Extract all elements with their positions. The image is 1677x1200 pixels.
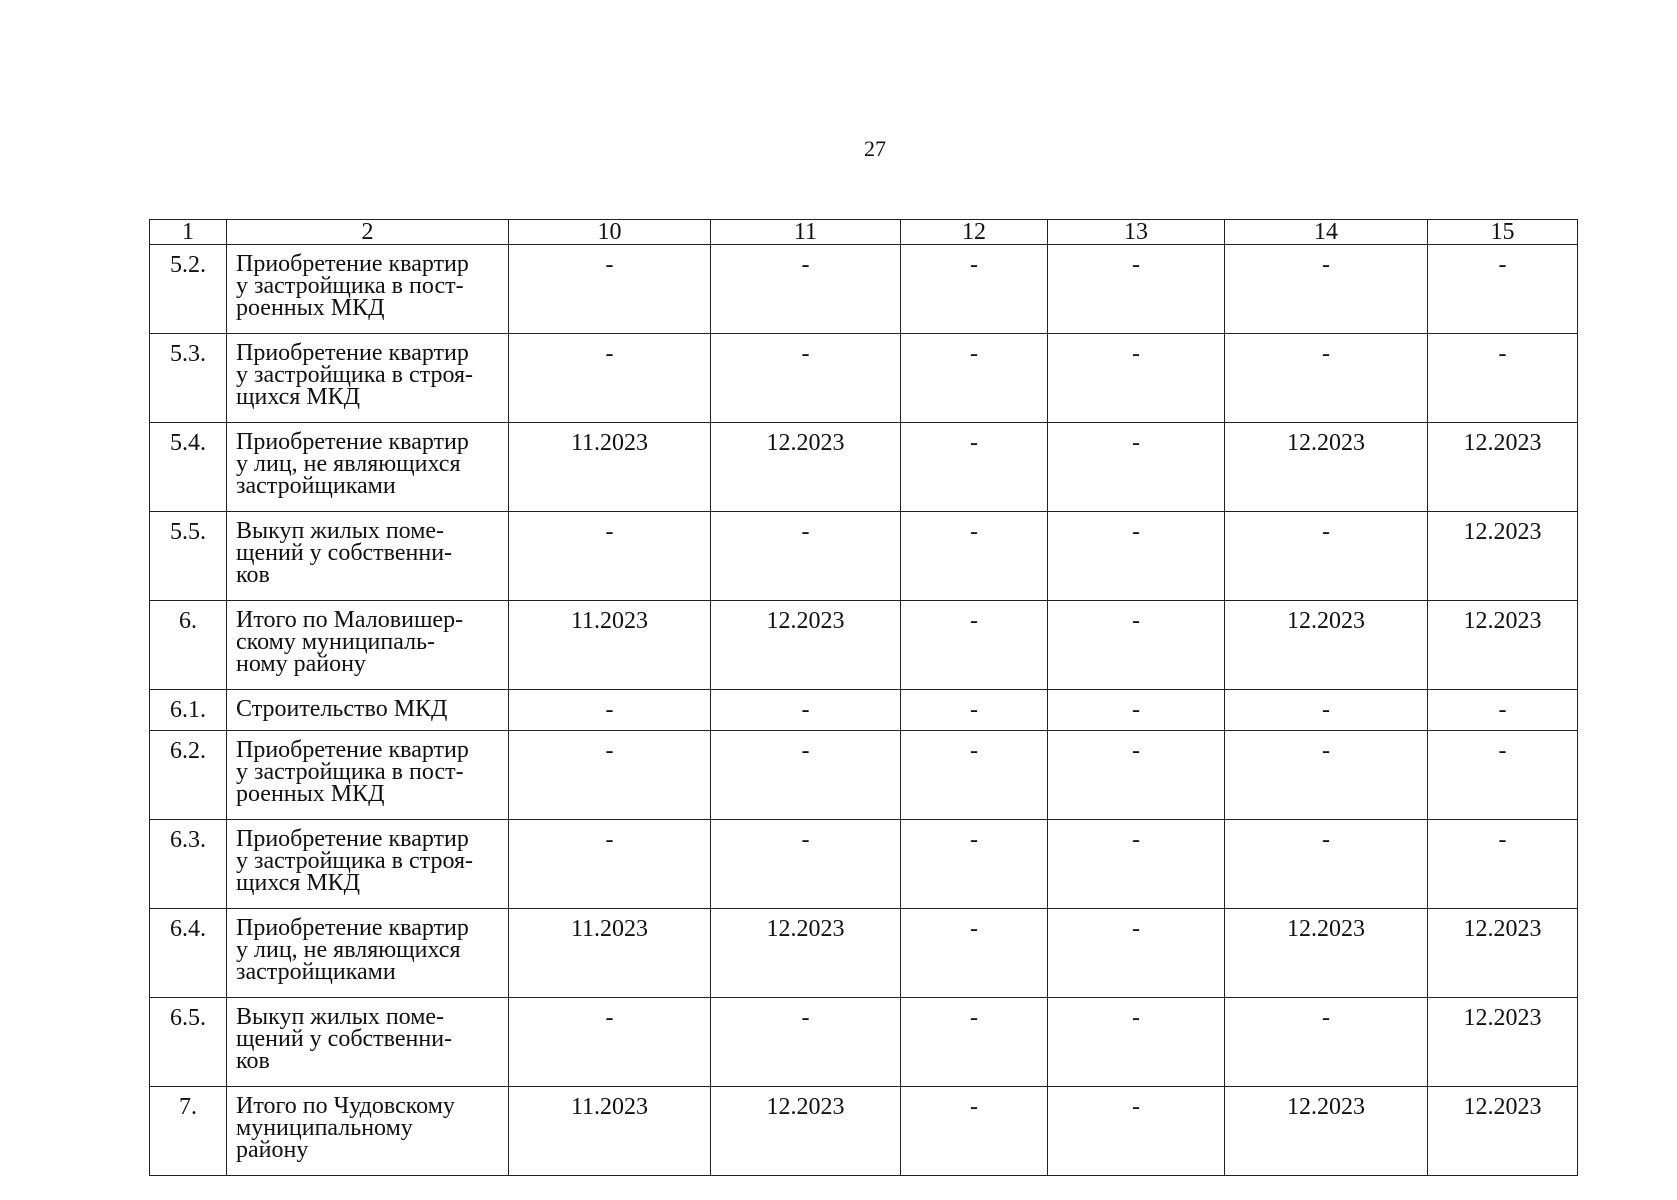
value-cell: -	[711, 334, 901, 423]
header-cell: 11	[711, 220, 901, 245]
row-name-line: у лиц, не являющихся	[236, 937, 461, 963]
value-cell: -	[901, 423, 1048, 512]
value-cell: -	[1048, 909, 1225, 998]
row-name-line: роенных МКД	[236, 781, 385, 807]
value-cell: 12.2023	[711, 909, 901, 998]
table-row	[150, 909, 1578, 998]
row-name-cell	[227, 1087, 509, 1176]
header-cell: 12	[901, 220, 1048, 245]
row-name-line: Приобретение квартир	[236, 826, 469, 852]
value-cell: -	[1225, 334, 1428, 423]
row-number-cell: 6.5.	[150, 998, 227, 1087]
value-cell: 12.2023	[1428, 998, 1578, 1087]
row-name-line: Итого по Чудовскому	[236, 1093, 455, 1119]
value-cell: -	[1225, 690, 1428, 731]
value-cell: -	[1428, 731, 1578, 820]
row-name-line: у застройщика в строя-	[236, 848, 474, 874]
value-cell: -	[1225, 245, 1428, 334]
row-name-cell	[227, 423, 509, 512]
header-cell: 13	[1048, 220, 1225, 245]
row-name-line: у лиц, не являющихся	[236, 451, 461, 477]
row-name-cell	[227, 512, 509, 601]
value-cell: 12.2023	[1225, 1087, 1428, 1176]
row-number-cell: 6.2.	[150, 731, 227, 820]
row-number-cell: 6.3.	[150, 820, 227, 909]
value-cell: -	[901, 690, 1048, 731]
value-cell: -	[1048, 820, 1225, 909]
row-name-line: Приобретение квартир	[236, 915, 469, 941]
table-row	[150, 423, 1578, 512]
value-cell: -	[1048, 601, 1225, 690]
table-row	[150, 245, 1578, 334]
value-cell: -	[901, 820, 1048, 909]
table-row	[150, 334, 1578, 423]
value-cell: -	[509, 334, 711, 423]
header-cell: 15	[1428, 220, 1578, 245]
value-cell: 12.2023	[1428, 423, 1578, 512]
table-row	[150, 690, 1578, 731]
row-name-line: Строительство МКД	[236, 696, 448, 722]
value-cell: -	[901, 601, 1048, 690]
table-row	[150, 1087, 1578, 1176]
value-cell: -	[901, 909, 1048, 998]
row-number-cell: 7.	[150, 1087, 227, 1176]
row-name-line: у застройщика в строя-	[236, 362, 474, 388]
row-name-line: щений у собственни-	[236, 1026, 453, 1052]
value-cell: 11.2023	[509, 601, 711, 690]
value-cell: -	[711, 820, 901, 909]
value-cell: 12.2023	[1428, 512, 1578, 601]
table-row	[150, 601, 1578, 690]
row-number-cell: 6.	[150, 601, 227, 690]
value-cell: 12.2023	[1428, 1087, 1578, 1176]
row-name-line: у застройщика в пост-	[236, 273, 464, 299]
table-row	[150, 731, 1578, 820]
row-name-line: Приобретение квартир	[236, 340, 469, 366]
row-name-line: Выкуп жилых поме-	[236, 1004, 445, 1030]
row-name-cell	[227, 601, 509, 690]
value-cell: -	[1048, 1087, 1225, 1176]
row-number-cell: 5.4.	[150, 423, 227, 512]
row-name-line: ному району	[236, 651, 366, 677]
row-name-line: щихся МКД	[236, 870, 361, 896]
row-name-cell	[227, 820, 509, 909]
row-name-line: ков	[236, 1048, 270, 1074]
value-cell: -	[1428, 690, 1578, 731]
value-cell: -	[711, 690, 901, 731]
value-cell: -	[711, 731, 901, 820]
table-body	[150, 220, 1578, 1176]
value-cell: -	[1048, 690, 1225, 731]
value-cell: 12.2023	[711, 1087, 901, 1176]
value-cell: -	[1048, 334, 1225, 423]
header-cell: 1	[150, 220, 227, 245]
row-name-cell	[227, 998, 509, 1087]
value-cell: -	[711, 512, 901, 601]
row-name-line: Приобретение квартир	[236, 251, 469, 277]
table-row	[150, 998, 1578, 1087]
row-name-line: ков	[236, 562, 270, 588]
row-name-line: роенных МКД	[236, 295, 385, 321]
value-cell: -	[1048, 245, 1225, 334]
value-cell: -	[901, 1087, 1048, 1176]
row-name-cell	[227, 909, 509, 998]
schedule-table	[149, 219, 1578, 1176]
value-cell: 12.2023	[1225, 423, 1428, 512]
value-cell: -	[1048, 998, 1225, 1087]
row-number-cell: 5.3.	[150, 334, 227, 423]
value-cell: -	[1428, 245, 1578, 334]
row-name-cell	[227, 245, 509, 334]
row-name-cell	[227, 690, 509, 731]
value-cell: -	[509, 512, 711, 601]
value-cell: 12.2023	[1225, 909, 1428, 998]
row-name-cell	[227, 731, 509, 820]
page-number: 27	[864, 136, 886, 161]
table-row	[150, 820, 1578, 909]
value-cell: -	[901, 998, 1048, 1087]
value-cell: -	[1428, 820, 1578, 909]
row-number-cell: 5.2.	[150, 245, 227, 334]
table-row	[150, 512, 1578, 601]
row-name-line: Приобретение квартир	[236, 737, 469, 763]
value-cell: -	[509, 731, 711, 820]
value-cell: 12.2023	[1428, 909, 1578, 998]
row-name-line: застройщиками	[236, 473, 396, 499]
row-number-cell: 6.1.	[150, 690, 227, 731]
value-cell: -	[509, 820, 711, 909]
row-name-line: скому муниципаль-	[236, 629, 436, 655]
value-cell: -	[1225, 820, 1428, 909]
row-name-line: Выкуп жилых поме-	[236, 518, 445, 544]
value-cell: -	[1048, 731, 1225, 820]
table-header-row	[150, 220, 1578, 245]
value-cell: -	[1048, 423, 1225, 512]
row-name-line: району	[236, 1137, 309, 1163]
value-cell: -	[901, 512, 1048, 601]
value-cell: 12.2023	[1428, 601, 1578, 690]
value-cell: -	[509, 690, 711, 731]
value-cell: -	[1428, 334, 1578, 423]
value-cell: -	[711, 998, 901, 1087]
value-cell: 12.2023	[711, 601, 901, 690]
row-name-cell	[227, 334, 509, 423]
row-name-line: у застройщика в пост-	[236, 759, 464, 785]
header-cell: 10	[509, 220, 711, 245]
row-name-line: Приобретение квартир	[236, 429, 469, 455]
value-cell: -	[901, 731, 1048, 820]
value-cell: -	[901, 245, 1048, 334]
value-cell: 11.2023	[509, 423, 711, 512]
value-cell: 11.2023	[509, 909, 711, 998]
row-number-cell: 6.4.	[150, 909, 227, 998]
row-name-line: застройщиками	[236, 959, 396, 985]
value-cell: -	[711, 245, 901, 334]
row-name-line: щихся МКД	[236, 384, 361, 410]
row-name-line: щений у собственни-	[236, 540, 453, 566]
row-number-cell: 5.5.	[150, 512, 227, 601]
header-cell: 2	[227, 220, 509, 245]
value-cell: -	[509, 998, 711, 1087]
value-cell: -	[1048, 512, 1225, 601]
header-cell: 14	[1225, 220, 1428, 245]
value-cell: -	[509, 245, 711, 334]
value-cell: 12.2023	[711, 423, 901, 512]
value-cell: -	[1225, 731, 1428, 820]
value-cell: -	[1225, 998, 1428, 1087]
value-cell: -	[901, 334, 1048, 423]
value-cell: 11.2023	[509, 1087, 711, 1176]
row-name-line: Итого по Маловишер-	[236, 607, 464, 633]
value-cell: 12.2023	[1225, 601, 1428, 690]
value-cell: -	[1225, 512, 1428, 601]
row-name-line: муниципальному	[236, 1115, 413, 1141]
